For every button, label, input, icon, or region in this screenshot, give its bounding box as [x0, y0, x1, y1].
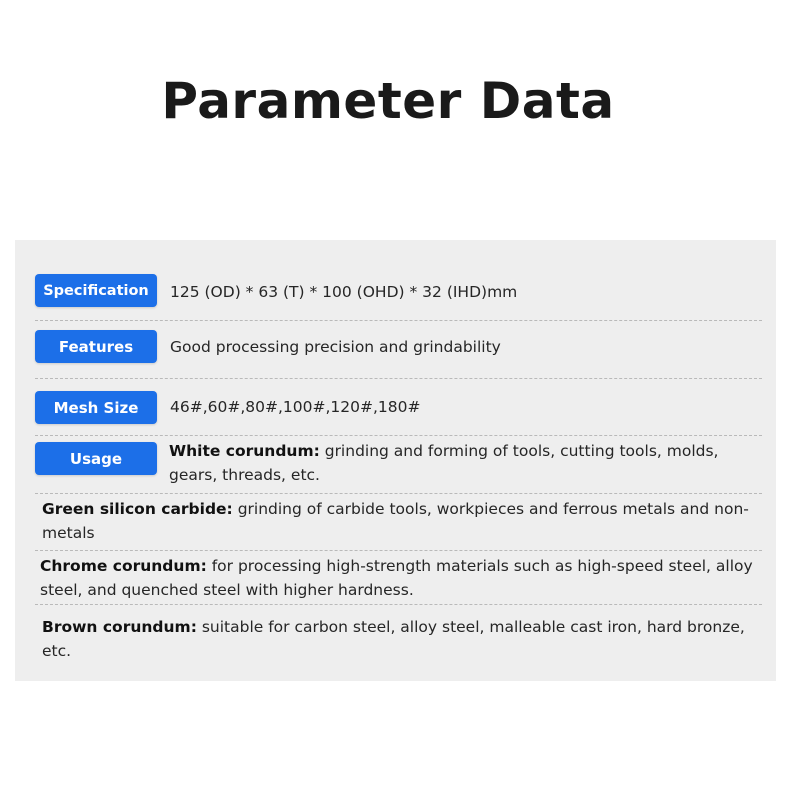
usage-item-name: White corundum: [169, 442, 320, 460]
features-value: Good processing precision and grindability [170, 338, 501, 356]
usage-item-name: Brown corundum: [42, 618, 197, 636]
features-label-badge: Features [35, 330, 157, 363]
usage-item-brown-corundum [42, 615, 752, 663]
usage-item-text: grinding and forming of tools, cutting tools, molds, gears, threads, etc. [169, 442, 719, 484]
usage-item-text: grinding of carbide tools, workpieces and ferrous metals and non-metals [42, 500, 749, 542]
table-row-usage-brown-corundum [35, 605, 762, 665]
table-row-usage [35, 436, 762, 494]
usage-item-name: Chrome corundum: [40, 557, 207, 575]
usage-item-green-silicon-carbide [42, 497, 768, 545]
usage-item-name: Green silicon carbide: [42, 500, 233, 518]
specification-value: 125 (OD) * 63 (T) * 100 (OHD) * 32 (IHD)mm [170, 283, 518, 301]
parameter-table [15, 240, 776, 681]
usage-item-text: suitable for carbon steel, alloy steel, malleable cast iron, hard bronze, etc. [42, 618, 745, 660]
page-title: Parameter Data [161, 72, 615, 130]
usage-item-white-corundum [169, 439, 764, 487]
usage-item-chrome-corundum [40, 554, 768, 602]
table-row-mesh-size [35, 379, 762, 436]
mesh-size-value: 46#,60#,80#,100#,120#,180# [170, 398, 421, 416]
table-row-usage-chrome-corundum [35, 551, 762, 605]
usage-item-text: for processing high-strength materials such as high-speed steel, alloy steel, and quenched steel with higher hardness. [40, 557, 753, 599]
mesh-size-label-badge: Mesh Size [35, 391, 157, 424]
table-row-features [35, 321, 762, 379]
table-row-specification [35, 270, 762, 321]
usage-label-badge: Usage [35, 442, 157, 475]
specification-label-badge: Specification [35, 274, 157, 307]
table-row-usage-green-silicon-carbide [35, 494, 762, 551]
